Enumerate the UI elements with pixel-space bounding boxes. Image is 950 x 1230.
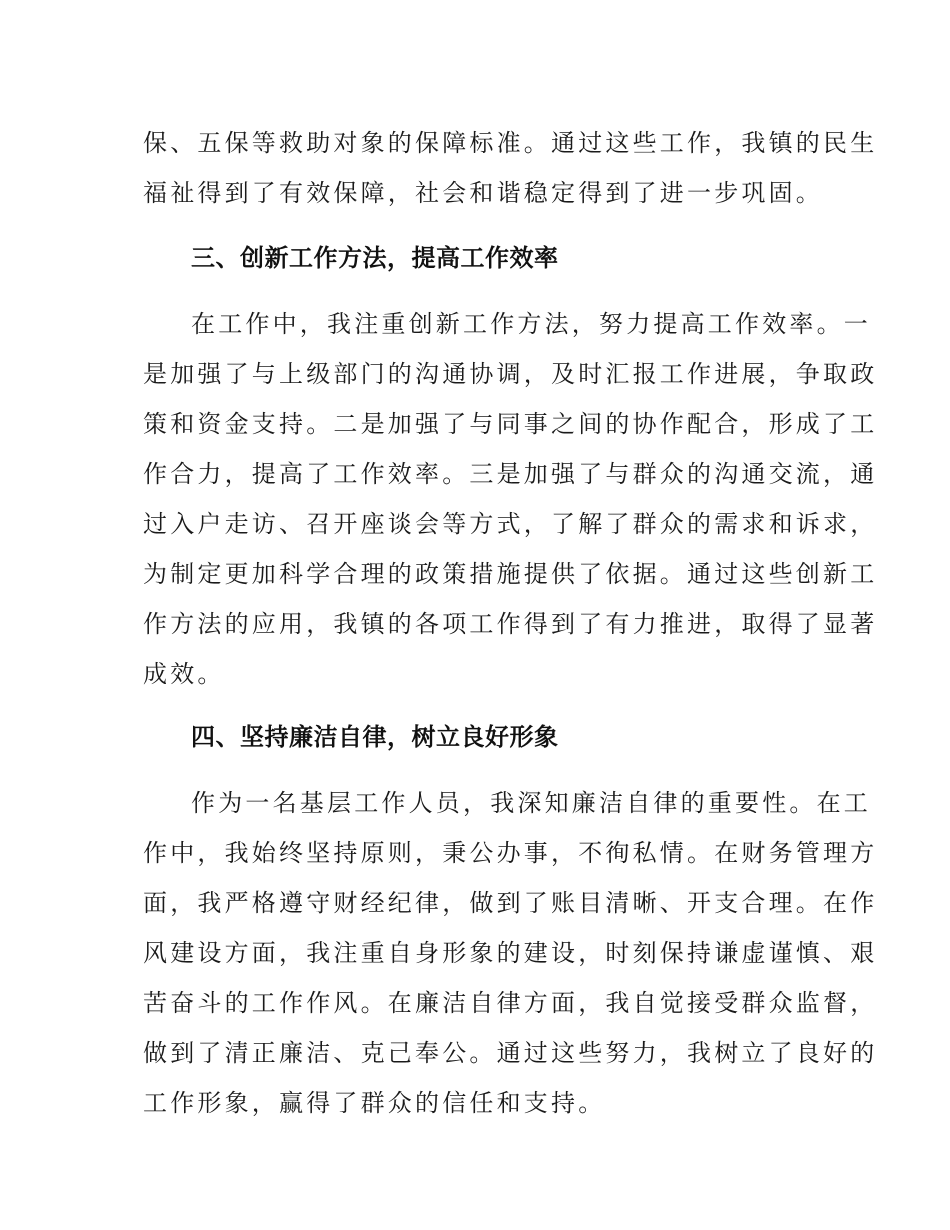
section-3-line-5: 过入户走访、召开座谈会等方式，了解了群众的需求和诉求， (143, 510, 878, 538)
section-3-heading: 三、创新工作方法，提高工作效率 (191, 244, 559, 272)
section-3-line-1: 在工作中，我注重创新工作方法，努力提高工作效率。一 (191, 310, 871, 338)
section-4-line-2: 作中，我始终坚持原则，秉公办事，不徇私情。在财务管理方 (143, 839, 878, 867)
section-4-line-4: 风建设方面，我注重自身形象的建设，时刻保持谦虚谨慎、艰 (143, 939, 878, 967)
section-3-line-4: 作合力，提高了工作效率。三是加强了与群众的沟通交流，通 (143, 460, 878, 488)
section-4-heading: 四、坚持廉洁自律，树立良好形象 (191, 723, 559, 751)
section-3-line-8: 成效。 (143, 660, 225, 688)
section-3-line-7: 作方法的应用，我镇的各项工作得到了有力推进，取得了显著 (143, 610, 878, 638)
section-3-line-6: 为制定更加科学合理的政策措施提供了依据。通过这些创新工 (143, 560, 878, 588)
section-4-line-3: 面，我严格遵守财经纪律，做到了账目清晰、开支合理。在作 (143, 889, 878, 917)
section-3-line-3: 策和资金支持。二是加强了与同事之间的协作配合，形成了工 (143, 410, 878, 438)
section-4-line-7: 工作形象，赢得了群众的信任和支持。 (143, 1089, 606, 1117)
section-4-line-5: 苦奋斗的工作作风。在廉洁自律方面，我自觉接受群众监督， (143, 989, 878, 1017)
section-4-line-1: 作为一名基层工作人员，我深知廉洁自律的重要性。在工 (191, 789, 871, 817)
section-3-line-2: 是加强了与上级部门的沟通协调，及时汇报工作进展，争取政 (143, 360, 878, 388)
section-4-line-6: 做到了清正廉洁、克己奉公。通过这些努力，我树立了良好的 (143, 1039, 878, 1067)
paragraph-1-line-1: 保、五保等救助对象的保障标准。通过这些工作，我镇的民生 (143, 129, 878, 157)
paragraph-1-line-2: 福祉得到了有效保障，社会和谐稳定得到了进一步巩固。 (143, 179, 823, 207)
